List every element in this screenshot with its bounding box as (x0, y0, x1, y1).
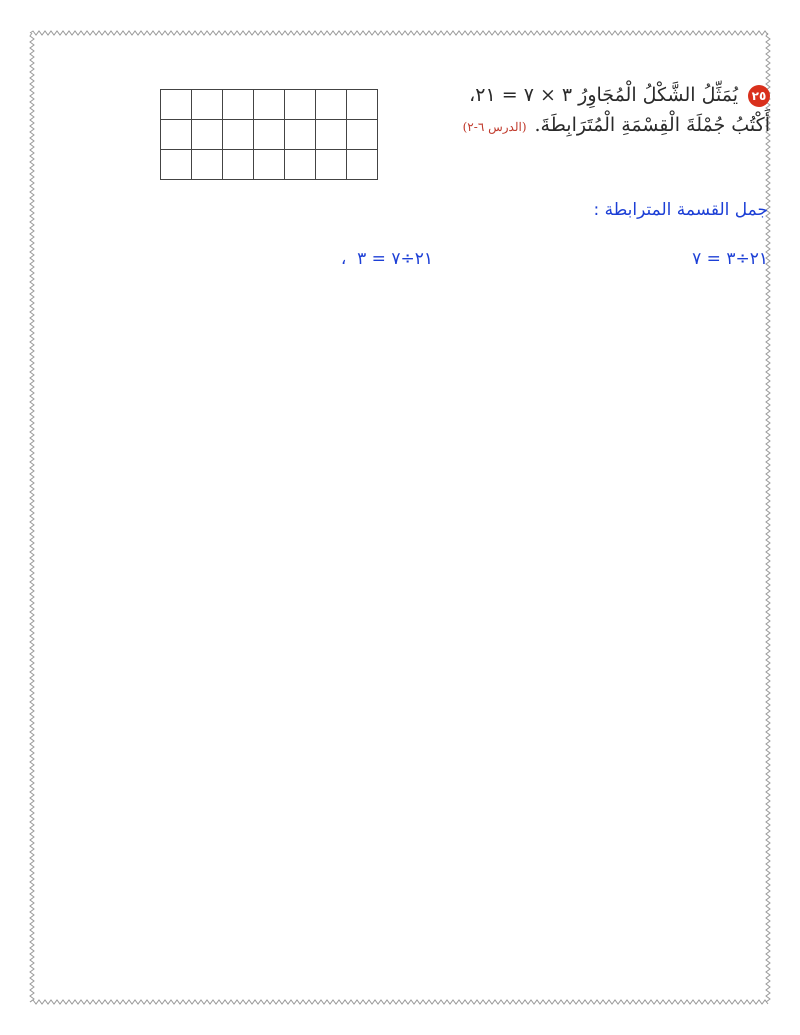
question-block (370, 80, 770, 142)
grid-row (161, 120, 378, 150)
grid-cell (285, 150, 316, 180)
grid-cell (347, 120, 378, 150)
grid-cell (347, 150, 378, 180)
question-line-1 (370, 80, 770, 110)
grid-cell (254, 150, 285, 180)
grid-row (161, 150, 378, 180)
division-sentence-2: ٢١÷٧ = ٣ (357, 249, 433, 269)
division-sentence-1: ٢١÷٣ = ٧ (692, 249, 768, 269)
grid-cell (316, 90, 347, 120)
grid-cell (347, 90, 378, 120)
grid-row (161, 90, 378, 120)
grid-cell (192, 90, 223, 120)
question-text-1: يُمَثِّلُ الشَّكْلُ الْمُجَاوِرُ ٣ × ٧ = ٢١، (469, 84, 738, 106)
grid-cell (161, 90, 192, 120)
question-text-2: أَكْتُبُ جُمْلَةَ الْقِسْمَةِ الْمُتَرَابِطَةَ. (534, 114, 770, 136)
division-sentence-2-wrap (341, 249, 433, 269)
grid-cell (223, 120, 254, 150)
grid-table (160, 89, 378, 180)
lesson-reference: (الدرس ٦-٢) (462, 120, 527, 134)
grid-cell (254, 90, 285, 120)
answer-heading: جمل القسمة المترابطة : (593, 200, 768, 220)
grid-cell (285, 90, 316, 120)
grid-cell (223, 150, 254, 180)
grid-cell (285, 120, 316, 150)
grid-cell (192, 150, 223, 180)
grid-cell (192, 120, 223, 150)
equation-separator: ، (340, 249, 347, 269)
question-line-2 (370, 110, 770, 142)
grid-cell (161, 150, 192, 180)
grid-cell (316, 150, 347, 180)
grid-cell (161, 120, 192, 150)
grid-cell (254, 120, 285, 150)
question-number-badge: ٢٥ (748, 85, 770, 107)
grid-cell (223, 90, 254, 120)
array-grid-figure (160, 89, 378, 180)
grid-cell (316, 120, 347, 150)
